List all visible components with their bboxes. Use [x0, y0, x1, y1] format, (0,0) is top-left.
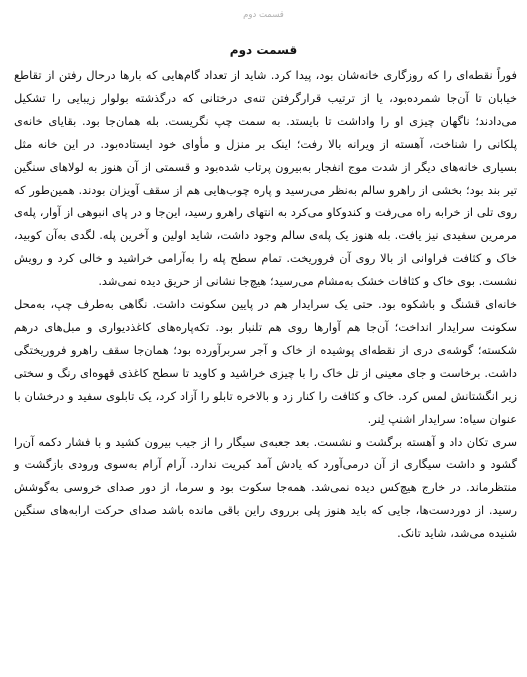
paragraph-2: خانه‌ای قشنگ و باشکوه بود. حتی یک سرایدار هم در پایین سکونت داشت. نگاهی به‌طرف چپ، به‌محل سکونت سرایدار انداخت؛ آن‌جا هم آوارها روی هم تلنبار بود. تکه‌پاره‌های کاغذدیواری و مبل‌های درهم شکسته؛ گوشه‌ی دری از نقطه‌ای پوشیده از خاک و آجر سربرآورده بود؛ همان‌جا سقف راهرو فروریختگی داشت. برخاست و جای معینی از تل خاک را با چیزی خراشید و کاوید تا سطح کاغذی قهوه‌ای رنگ و سختی زیر انگشتانش لمس کرد. خاک و کثافت را کنار زد و بالاخره تابلو را آزاد کرد، یک تابلوی سفید و درخشان با عنوان سیاه: سرایدار اشنپ لِنر.: [14, 297, 517, 426]
paragraph-1: فوراً نقطه‌ای را که روزگاری خانه‌شان بود، پیدا کرد. شاید از تعداد گام‌هایی که بارها درحال رفتن از تقاطع خیابان تا آن‌جا شمرده‌بود، یا از ترتیب قرارگرفتن تنه‌ی درختانی که درگذشته بولوار زیبایی را تشکیل می‌دادند؛ ناگهان چیزی او را واداشت تا بایستد. به سمت چپ نگریست. بله همان‌جا بود. بقایای خانه‌ی پلکانی را شناخت، آهسته از ویرانه بالا رفت؛ اینک بر منزل و مأوای خود ایستاده‌بود. در این خانه مثل بسیاری خانه‌های دیگر از شدت موج انفجار به‌بیرون پرتاب شده‌بود و قسمتی از آن هنوز به لولاهای سنگین تیر بند بود؛ بخشی از راهرو سالم به‌نظر می‌رسید و پاره چوب‌هایی هم از سقف آویزان بودند. همین‌طور که روی تلی از خرابه راه می‌رفت و کندوکاو می‌کرد به انتهای راهرو رسید، این‌جا و در پای انبوهی از آوار، پله‌ی مرمرین سفیدی نیز یافت. بله هنوز یک پله‌ی سالم وجود داشت، شاید اولین و آخرین پله. لگدی به‌آن کوبید، خاک و کثافت فراوانی از بالا روی آن فروریخت. تمام سطح پله را به‌آرامی خراشید و خالی کرد و رویش نشست. بوی خاک و کثافات خشک به‌مشام می‌رسید؛ هیچ‌جا نشانی از حریق دیده نمی‌شد.: [14, 68, 517, 289]
running-header: قسمت دوم: [243, 10, 284, 20]
paragraph-3: سری تکان داد و آهسته برگشت و نشست. بعد جعبه‌ی سیگار را از جیب بیرون کشید و با فشار دکمه آن‌را گشود و داشت سیگاری از آن درمی‌آورد که یادش آمد کبریت ندارد. آرام آرام به‌سوی ورودی بازگشت و منتظرماند. در خارج هیچ‌کس دیده نمی‌شد. همه‌جا سکوت بود و سرما، از دور صدای خروسی به‌گوشش رسید. از دوردست‌ها، جایی که باید هنوز پلی برروی راین باقی مانده باشد صدای حرکت ارابه‌های سنگین شنیده می‌شد، شاید تانک.: [14, 434, 517, 541]
chapter-title: قسمت دوم: [229, 43, 298, 57]
body-text: [14, 64, 517, 545]
